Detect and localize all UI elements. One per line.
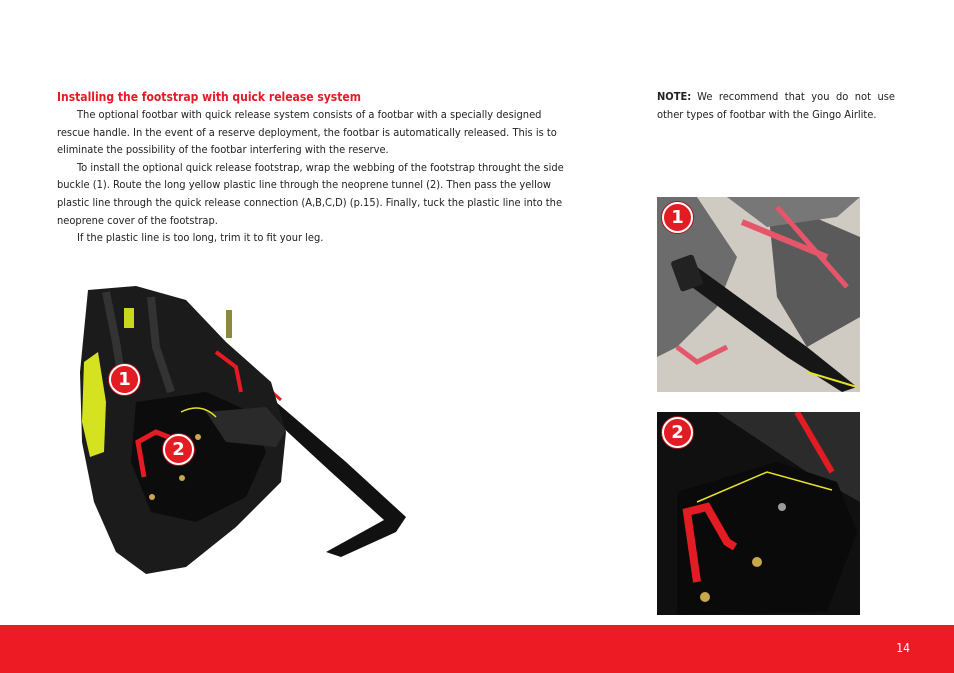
callout-badge-inset-1: 1 <box>662 202 693 233</box>
note-text: We recommend that you do not use other types of footbar with the Gingo Airlite. <box>657 90 895 121</box>
paragraph: The optional footbar with quick release system consists of a footbar with a specially designed rescue handle. In the event of a reserve deployment, the footbar is automatically released. This is to eliminate the possibility of the footbar interfering with the reserve. <box>57 108 557 157</box>
detail-photo-neoprene-tunnel <box>657 412 860 615</box>
paragraph: If the plastic line is too long, trim it to fit your leg. <box>77 231 324 245</box>
footer-band <box>0 625 954 673</box>
page-number: 14 <box>896 641 910 655</box>
detail-photo-side-buckle <box>657 197 860 392</box>
callout-badge-inset-2: 2 <box>662 417 693 448</box>
callout-badge-2: 2 <box>163 434 194 465</box>
paragraph: To install the optional quick release footstrap, wrap the webbing of the footstrap throught the side buckle (1). Route the long yellow plastic line through the neoprene tunnel (2). Then pass the yellow plastic line through the quick release connection (A,B,C,D) (p.15). Finally, tuck the plastic line into the neoprene cover of the footstrap. <box>57 160 564 227</box>
section-title: Installing the footstrap with quick release system <box>57 90 361 104</box>
harness-photo <box>76 282 416 578</box>
note-label: NOTE: <box>657 90 692 103</box>
note-block <box>657 88 895 123</box>
callout-badge-1: 1 <box>109 364 140 395</box>
section-body <box>57 106 575 247</box>
